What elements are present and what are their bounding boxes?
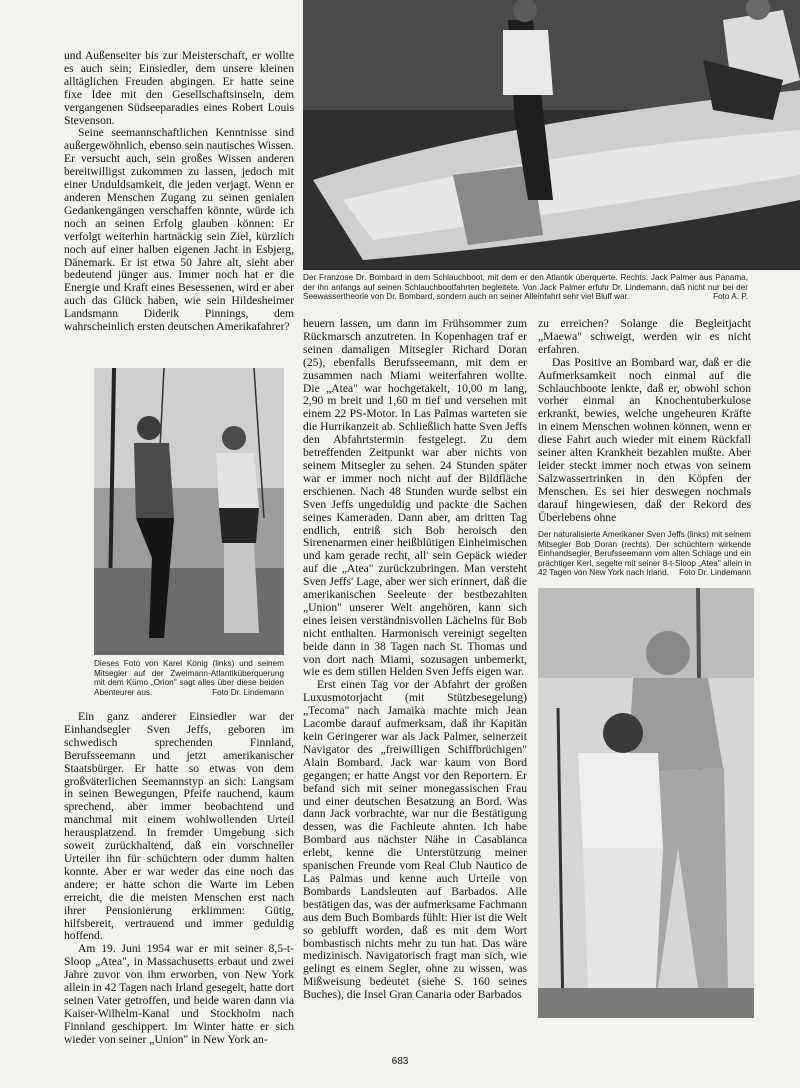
photo-credit: Foto Dr. Lindemann [212,687,284,697]
photo-bombard-dinghy [303,0,800,270]
page-number: 683 [391,1056,409,1067]
paragraph: Am 19. Juni 1954 war er mit seiner 8,5-t-Sloop „Atea", in Massachusetts erbaut und zwei Jahre zuvor von ihm erworben, von New York allein in 42 Tagen nach Irland gesegelt, hatte dort seinen Vater getroffen, und beide waren dann via Kaiser-Wilhelm-Kanal und Stockholm nach Finnland geschippert. Im Winter hatte er sich wieder von seiner „Union" in New York an- [64,942,294,1046]
column-left-bottom [64,711,294,1047]
paragraph: zu erreichen? Solange die Begleitjacht „Maewa" schweigt, werden wir es nicht erfahren. [538,317,751,356]
paragraph: heuern lassen, um dann im Frühsommer zum Rückmarsch anzutreten. In Kopenhagen traf er seinen damaligen Mitsegler Richard Doran (25), ebenfalls Berufsseemann, mit dem er zusammen nach Miami weiterfahren wollte. Die „Atea" war hochgetakelt, 10,00 m lang, 2,90 m breit und 1,60 m tief und versehen mit einem 22 PS-Motor. In Las Palmas warteten sie die Hurrikanzeit ab. Schließlich hatte Sven Jeffs den Abfahrtstermin festgelegt. Zu dem betreffenden Zeitpunkt war aber nichts von seinem Mitsegler zu sehen. 24 Stunden später war er immer noch nicht auf der Bildfläche erschienen. Nach 48 Stunden wurde selbst ein Sven Jeffs ungeduldig und packte die Sachen seines Kameraden. Dann aber, am dritten Tag endlich, entriß sich Bob heroisch den Sirenenarmen einer heißblütigen Einheimischen und kam gerade recht, all' sein Gepäck wieder auf die „Atea" zurückzubringen. Man versteht Sven Jeffs' Lage, aber wer sich erinnert, daß die amerikanischen Seeleute der bestbezahlten „Union" unserer Welt angehören, kann sich eines leisen verständnisvollen Lächelns für Bob nicht enthalten. Harmonisch vereinigt segelten beide dann in 38 Tagen nach St. Thomas und von dort nach Miami, sozusagen unbemerkt, wie es dem stillen Helden Sven Jeffs eigen war. [303,317,527,679]
caption-top-photo [303,273,748,302]
paragraph: Seine seemannschaftlichen Kenntnisse sind außergewöhnlich, ebenso sein nautisches Wissen. Er versucht auch, sein großes Wissen anderen bereitwilligst zukommen zu lassen, jedoch mit einer Unduldsamkeit, die jeden verjagt. Wenn er anderen Menschen Zugang zu seinen genialen Gedankengängen verschaffen könnte, würde ich noch an seinen Erfolg glauben können: Er verfolgt weiterhin hartnäckig sein Ziel, kürzlich noch auf einer halben eigenen Jacht in Esbjerg, Dänemark. Er ist etwa 50 Jahre alt, sieht aber bedeutend jünger aus. Immer noch hat er die Energie und Kraft eines Besessenen, wird er aber auch das Glück haben, wie sein Hildesheimer Landsmann Diderik Pinnings, dem wahrscheinlich ersten deutschen Amerikafahrer? [64,126,294,334]
photo-koenig-and-crew [94,368,284,655]
paragraph: und Außenseiter bis zur Meisterschaft, er wollte es auch sein; Einsiedler, dem unsere kleinen alltäglichen Freuden abgingen. Er hatte seine fixe Idee mit den Gesellschaftsinseln, dem vergangenen Südseeparadies eines Robert Louis Stevenson. [64,49,294,127]
caption-left-photo [94,659,284,697]
column-right [538,318,751,525]
column-left-top [64,50,294,334]
paragraph: Ein ganz anderer Einsiedler war der Einhandsegler Sven Jeffs, geboren im schwedisch sprechenden Finnland, Berufsseemann und jetzt amerikanischer Staatsbürger. Er hatte so etwas von dem großväterlichen Seemannstyp an sich: Langsam in seinen Bewegungen, Pfeife rauchend, kaum sprechend, aber immer beobachtend und manchmal mit einem wohlwollenden Urteil herausplatzend. In fremder Umgebung sich soweit zurückhaltend, daß ein vorschneller Urteiler ihn für schüchtern oder dumm halten konnte. Aber er war weder das eine noch das andere; er hatte schon die Warte im Leben erreicht, die die meisten Menschen erst nach ihrer Pensionierung erklimmen: Gütig, hilfsbereit, vertrauend und immer geduldig hoffend. [64,710,294,943]
paragraph: Das Positive an Bombard war, daß er die Aufmerksamkeit noch einmal auf die Schlauchboote lenkte, daß er, obwohl schon vorher einmal an Knochentuberkulose erkrankt, bewies, welche ungeheuren Kräfte in einem Menschen wohnen können, wenn er diese Fahrt auch wieder mit einem Rückfall seiner alten Krankheit bezahlen mußte. Aber leider steckt immer noch etwas von seinem Salzwassertrinken in den Köpfen der Menschen. Es sei hier deswegen nochmals darauf hingewiesen, daß der Rekord des Überlebens ohne [538,355,751,524]
photo-jeffs-and-doran [538,588,754,1018]
caption-text: Der Franzose Dr. Bombard in dem Schlauchboot, mit dem er den Atlantik überquerte. Rechts: Jack Palmer aus Panama, der ihn anfangs auf seinen Schlauchbootfahrten begleitete. Von Jack Palmer erfuhr Dr. Lindemann, daß nicht nur bei der Seewassertheorie von Dr. Bombard, sondern auch an seiner Alleinfahrt sehr viel Bluff war. [303,273,748,302]
paragraph: Erst einen Tag vor der Abfahrt der großen Luxusmotorjacht (mit Stützbesegelung) „Tecoma" nach Jamaika machte mich Jean Lacombe darauf aufmerksam, daß ihr Kapitän kein Geringerer war als Jack Palmer, seinerzeit Navigator des „freiwilligen Schiffbrüchigen" Alain Bombard. Jack war kaum von Bord gegangen; er hatte Angst vor den Reportern. Er befand sich mit seiner monegassischen Frau und einer deutschen Besatzung an Bord. Was dann Jack vorbrachte, war nur die Bestätigung dessen, was die Fachleute ahnten. Ich habe Bombard aus nächster Nähe in Casablanca erlebt, kenne die Unterstützung meiner spanischen Freunde vom Real Club Nautico de Las Palmas und kenne auch Urteile von Bombards Landsleuten auf Barbados. Alle bestätigen das, was der aufmerksame Fachmann aus dem Buch Bombards fühlt: Hier ist die Welt so geblufft worden, daß es mit dem Wort bombastisch nichts mehr zu tun hat. Das wäre medizinisch. Navigatorisch fragt man sich, wie gelingt es einem Segler, ohne zu wissen, was Mißweisung bedeutet (siehe S. 160 seines Buches), die Insel Gran Canaria oder Barbados [303,678,527,1002]
caption-text: Der naturalisierte Amerikaner Sven Jeffs (links) mit seinem Mitsegler Bob Doran (rechts). Der schüchtern wirkende Einhandsegler, Berufsseemann vom alten Schlage und ein prächtiger Kerl, segelte mit seiner 8-t-Sloop „Atea" allein in 42 Tagen von New York nach Irland. [538,530,751,578]
photo-credit: Foto Dr. Lindemann [679,568,751,578]
photo-credit: Foto A. P. [713,292,748,302]
caption-right-photo [538,530,751,578]
column-middle [303,318,527,1002]
caption-text: Dieses Foto von Karel König (links) und seinem Mitsegler auf der Zweimann-Atlantiküberquerung mit dem Kümo „Orion" sagt alles über diese beiden Abenteurer aus. [94,659,284,697]
